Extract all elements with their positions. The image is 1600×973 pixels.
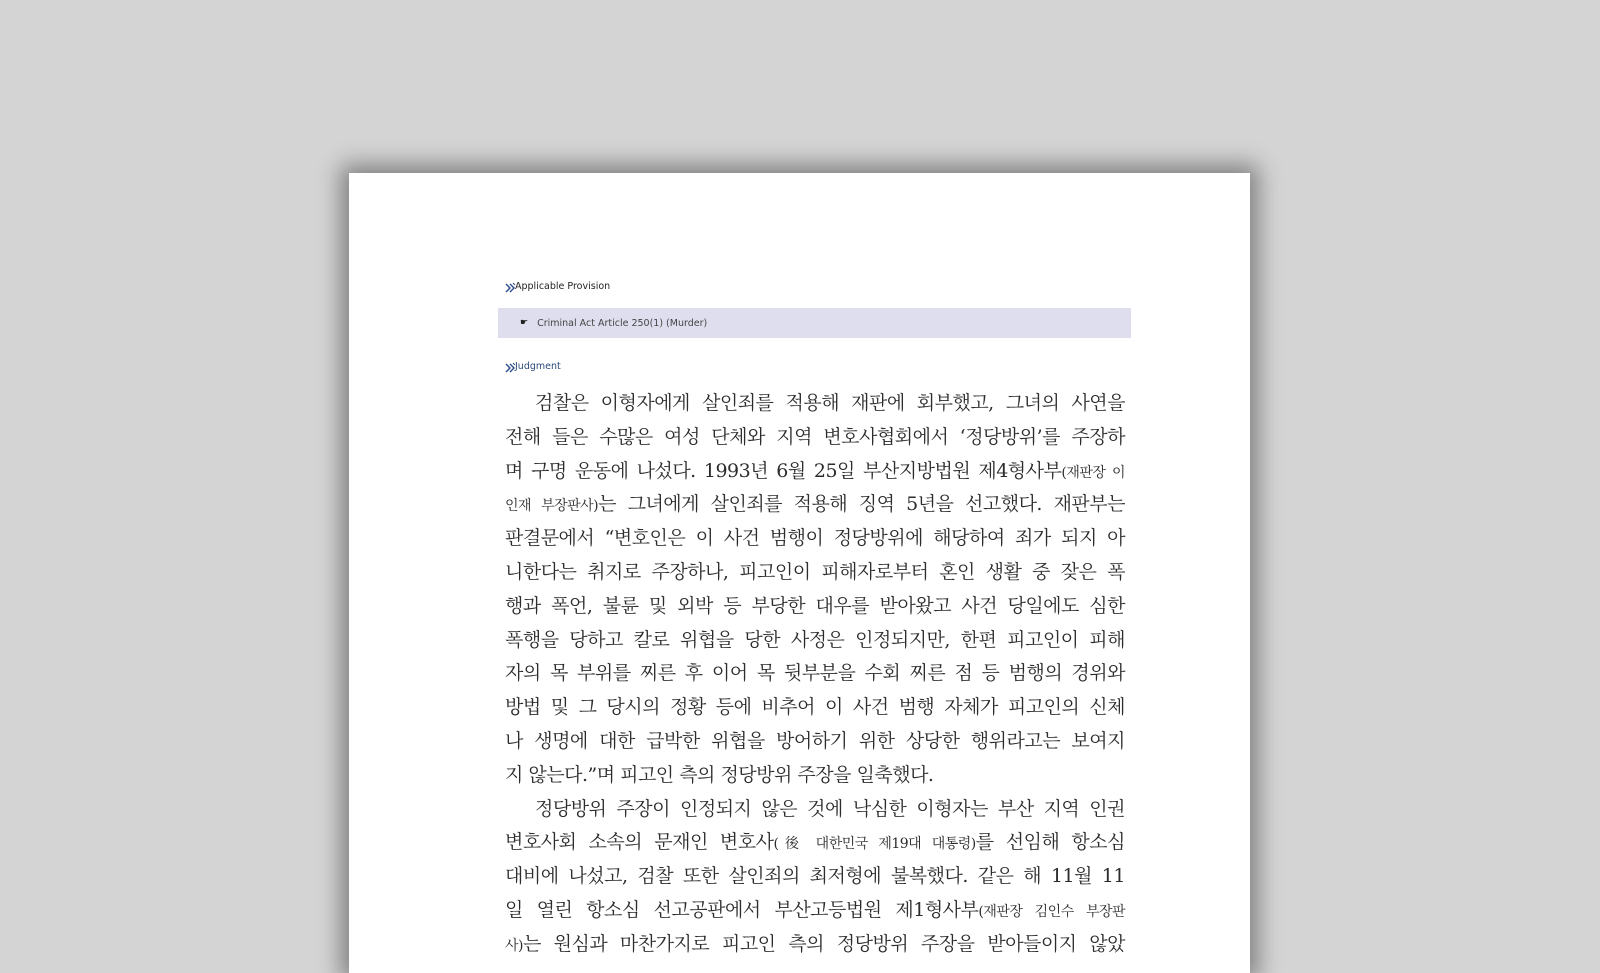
provision-text: Criminal Act Article 250(1) (Murder) xyxy=(537,317,708,329)
text-line: 나 생명에 대한 급박한 위협을 방어하기 위한 상당한 행위라고는 보여지 xyxy=(505,729,1125,752)
text-span: 변호사회 소속의 문재인 변호사 xyxy=(505,831,774,854)
section-heading-applicable-provision xyxy=(505,281,610,293)
annotation-small: (後 대한민국 제19대 대통령) xyxy=(773,836,976,853)
annotation-small: 인재 부장판사) xyxy=(505,498,599,515)
provision-box xyxy=(498,308,1131,338)
text-line xyxy=(505,894,1125,928)
text-span: 는 그녀에게 살인죄를 적용해 징역 5년을 선고했다. 재판부는 xyxy=(598,493,1125,516)
text-line xyxy=(505,455,1125,489)
text-line: 자의 목 부위를 찌른 후 이어 목 뒷부분을 수회 찌른 점 등 범행의 경위와 xyxy=(505,662,1125,685)
text-span: 는 원심과 마찬가지로 피고인 측의 정당방위 주장을 받아들이지 않았 xyxy=(523,932,1125,955)
text-line: 지 않는다.”며 피고인 측의 정당방위 주장을 일축했다. xyxy=(505,763,934,786)
text-line xyxy=(505,826,1125,860)
text-line: 폭행을 당하고 칼로 위협을 당한 사정은 인정되지만, 한편 피고인이 피해 xyxy=(505,628,1125,651)
text-line xyxy=(505,928,1125,962)
document-page xyxy=(349,173,1250,973)
text-line xyxy=(505,488,1125,522)
text-span: 를 선임해 항소심 xyxy=(975,831,1125,854)
text-span: 일 열린 항소심 선고공판에서 부산고등법원 제1형사부 xyxy=(505,898,979,921)
annotation-small: 사) xyxy=(505,937,523,954)
pointing-hand-icon: ☛ xyxy=(520,318,529,328)
section-heading-judgment xyxy=(505,361,561,373)
annotation-small: (재판장 이 xyxy=(1061,464,1125,481)
judgment-body-text xyxy=(505,387,1125,962)
section-title: Applicable Provision xyxy=(515,281,611,292)
annotation-small: (재판장 김인수 부장판 xyxy=(978,903,1126,920)
text-line: 행과 폭언, 불륜 및 외박 등 부당한 대우를 받아왔고 사건 당일에도 심한 xyxy=(505,594,1125,617)
text-line: 판결문에서 “변호인은 이 사건 범행이 정당방위에 해당하여 죄가 되지 아 xyxy=(505,527,1125,550)
text-span: 며 구명 운동에 나섰다. 1993년 6월 25일 부산지방법원 제4형사부 xyxy=(505,459,1062,482)
text-line: 전해 들은 수많은 여성 단체와 지역 변호사협회에서 ‘정당방위’를 주장하 xyxy=(505,425,1125,448)
text-line: 검찰은 이형자에게 살인죄를 적용해 재판에 회부했고, 그녀의 사연을 xyxy=(535,392,1125,414)
text-line: 니한다는 취지로 주장하나, 피고인이 피해자로부터 혼인 생활 중 잦은 폭 xyxy=(505,560,1125,583)
text-line: 대비에 나섰고, 검찰 또한 살인죄의 최저형에 불복했다. 같은 해 11월 11 xyxy=(505,865,1125,888)
text-line: 방법 및 그 당시의 정황 등에 비추어 이 사건 범행 자체가 피고인의 신체 xyxy=(505,696,1125,719)
section-title: Judgment xyxy=(515,361,561,372)
text-line: 정당방위 주장이 인정되지 않은 것에 낙심한 이형자는 부산 지역 인권 xyxy=(535,797,1125,820)
